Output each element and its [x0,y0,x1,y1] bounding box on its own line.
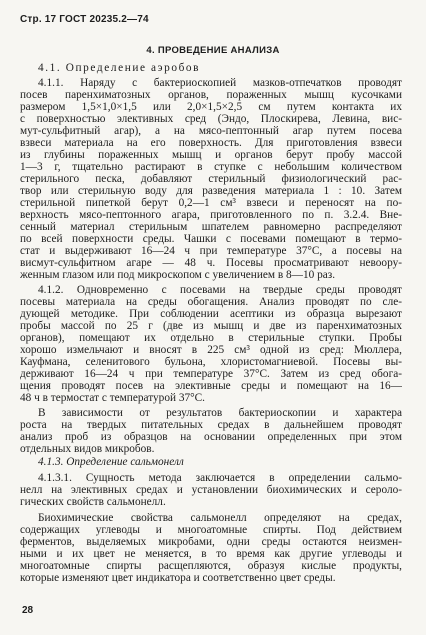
text-line: размером 1,5×1,0×1,5 или 2,0×1,5×2,5 см путем контакта их [20,101,402,113]
text-line: посев паренхиматозных органов, пораженных мышц кусочками [20,89,402,101]
text-line: по всей поверхности среды. Чашки с посевами помещают в термо- [20,233,402,245]
text-line: гических свойств сальмонелл. [20,496,166,508]
text-line: нелл на элективных средах и установлении биохимических и сероло- [20,484,402,496]
text-line: мут-сульфитный агар), а на мясо-пептонный агар путем посева [20,125,402,137]
text-line: взвеси материала на его поверхность. Для приготовления взвеси [20,137,402,149]
text-line: стат и выдерживают 16—24 ч при температуре 37°С, а посевы на [20,245,402,257]
text-line: органов), помещают их отдельно в стерильные ступки. Пробы [20,332,402,344]
text-line: ными и их цвет не меняется, в то время как другие углеводы и [20,548,402,560]
text-line: 1—3 г, тщательно растирают в ступке с небольшим количеством [20,161,402,173]
text-line: пробы массой по 25 г (две из мышц и две из паренхиматозных [20,320,402,332]
text-line: 4.1. Определение аэробов [38,62,201,74]
text-line: 4.1.2. Одновременно с посевами на твердые среды проводят [38,284,402,296]
text-line: Биохимические свойства сальмонелл определяют на средах, [38,512,402,524]
text-line: 4.1.3.1. Сущность метода заключается в определении сальмо- [38,472,402,484]
text-line: 4.1.3. Определение сальмонелл [38,456,184,468]
text-line: твор или стерильную воду для разведения материала 1 : 10. Затем [20,185,402,197]
text-line: стерильной пипеткой берут 0,2—1 см³ взвеси и переносят на по- [20,197,402,209]
text-line: Кауфмана, селенитового бульона, хлористомагниевой. Посевы вы- [20,356,402,368]
text-line: из глубины пораженных мышц и органов берут пробу массой [20,149,402,161]
text-line: которые изменяют цвет индикатора и соответственно цвет среды. [20,572,336,584]
text-line: сенный материал стерильным шпателем равномерно распределяют [20,221,402,233]
text-line: щения проводят посев на элективные среды и помещают на 16— [20,380,402,392]
section-title: 4. ПРОВЕДЕНИЕ АНАЛИЗА [146,45,280,56]
text-line: ферментов, выделяемых микробами, одни среды остаются неизмен- [20,536,402,548]
text-line: содержащих углеводы и многоатомные спирты. Под действием [20,524,402,536]
text-line: 4.1.1. Наряду с бактериоскопией мазков-отпечатков проводят [38,77,402,89]
text-line: посевы материала на среды обогащения. Анализ проводят по сле- [20,296,402,308]
page-number: 28 [22,605,34,616]
text-line: дующей методике. При соблюдении асептики из образца вырезают [20,308,402,320]
text-line: В зависимости от результатов бактериоскопии и характера [38,407,402,419]
text-line: стерильного песка, добавляют стерильный физиологический рас- [20,173,402,185]
text-line: отдельных видов микробов. [20,443,155,455]
text-line: держивают 16—24 ч при температуре 37°С. Затем из сред обога- [20,368,402,380]
text-line: висмут-сульфитном агаре — 48 ч. Посевы просматривают невоору- [20,257,402,269]
text-line: хорошо измельчают и вносят в 225 см³ одной из сред: Мюллера, [20,344,402,356]
text-line: 48 ч в термостат с температурой 37°С. [20,392,206,404]
page-header: Стр. 17 ГОСТ 20235.2—74 [20,14,149,25]
text-line: верхность мясо-пептонного агара, приготовленного по п. 3.2.4. Вне- [20,209,402,221]
text-line: женным глазом или под микроскопом с увеличением в 8—10 раз. [20,269,336,281]
text-line: анализ проб из образцов на основании определенных при этом [20,431,402,443]
text-line: с поверхностью элективных сред (Эндо, Плоскирева, Левина, вис- [20,113,402,125]
text-line: роста на твердых питательных средах в дальнейшем проводят [20,419,402,431]
text-line: многоатомные спирты расщепляются, образуя кислые продукты, [20,560,402,572]
